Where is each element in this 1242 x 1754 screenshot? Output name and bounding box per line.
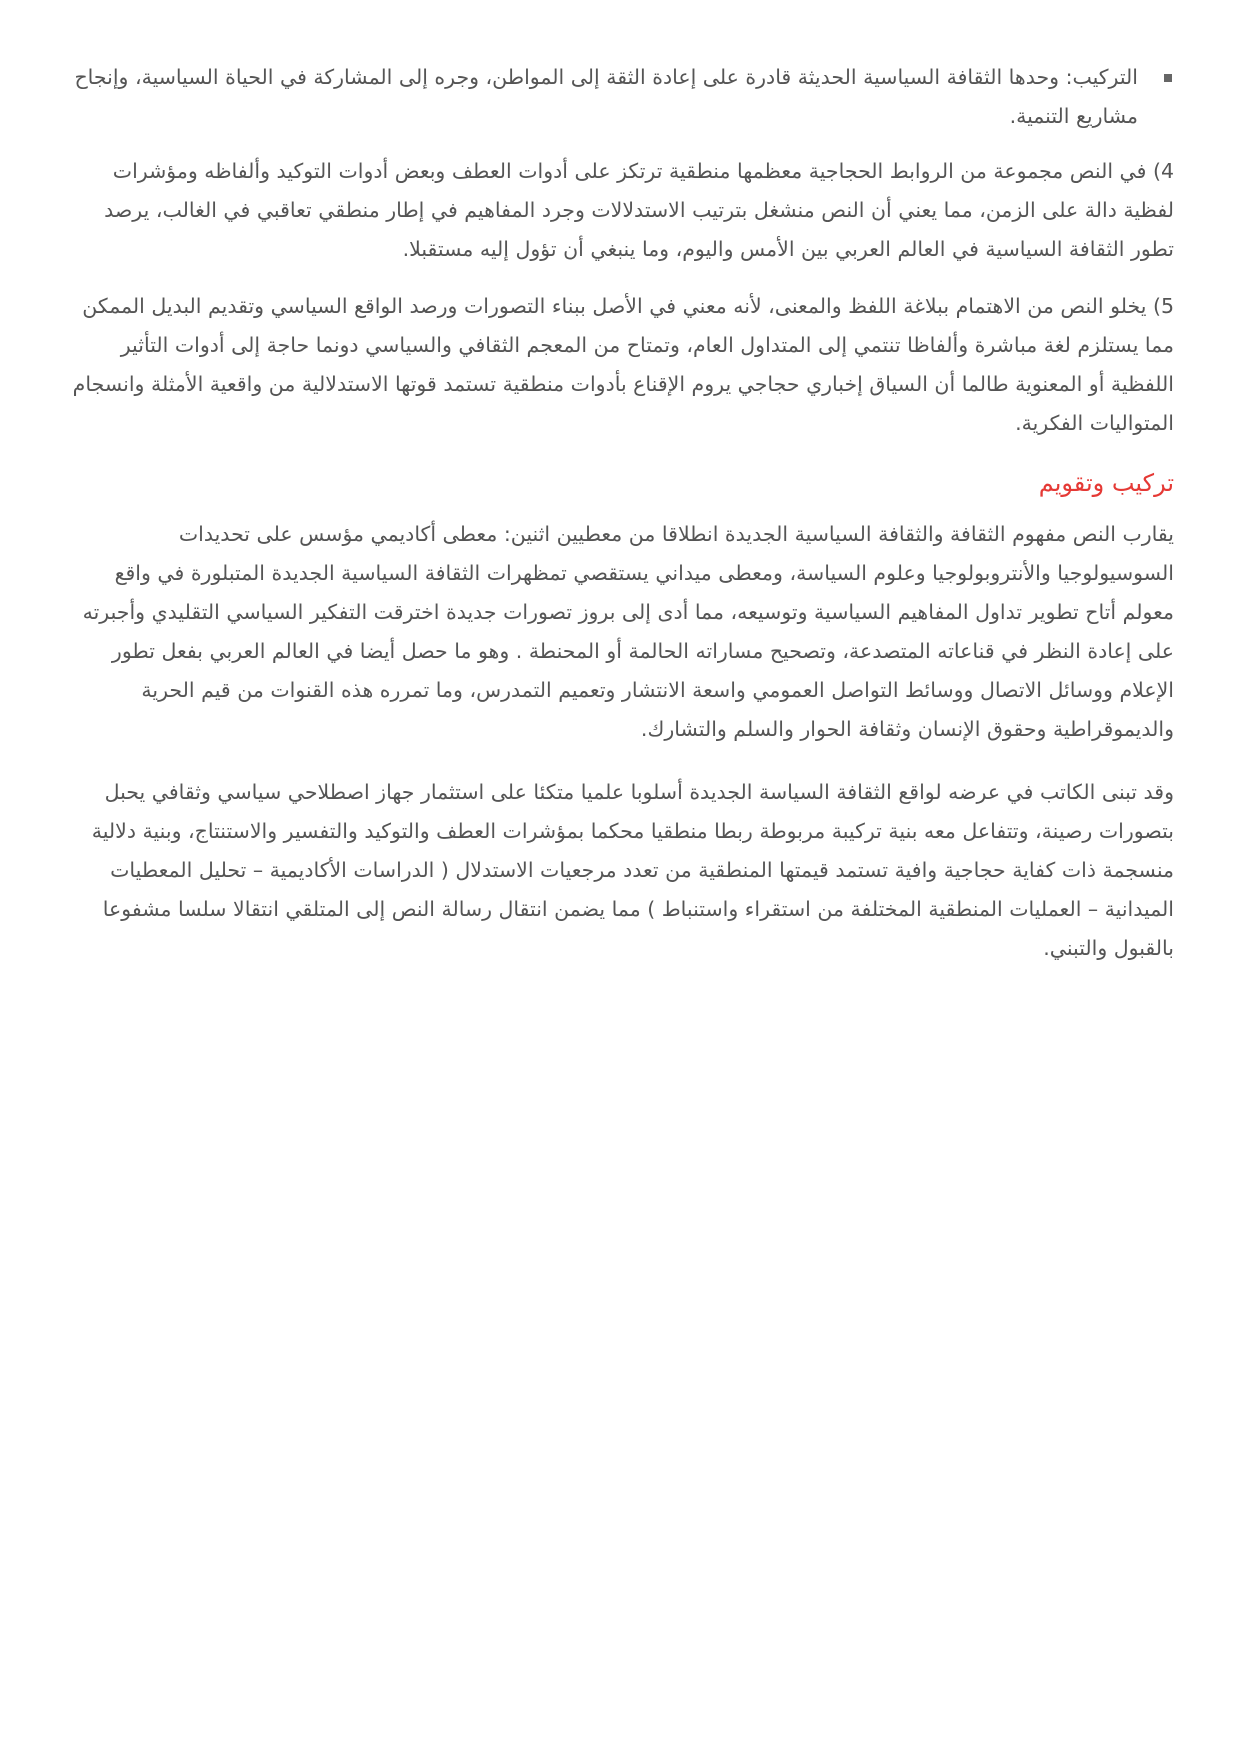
square-bullet-icon xyxy=(1164,74,1172,82)
paragraph-point-4: 4) في النص مجموعة من الروابط الحجاجية معظمها منطقية ترتكز على أدوات العطف وبعض أدوات التوكيد وألفاظه ومؤشرات لفظية دالة على الزمن، مما يعني أن النص منشغل بترتيب الاستدلالات وجرد المفاهيم في إطار منطقي تعاقبي في الغالب، يرصد تطور الثقافة السياسية في العالم العربي بين الأمس واليوم، وما ينبغي أن تؤول إليه مستقبلا. xyxy=(104,159,1174,261)
synthesis-paragraph-2: وقد تبنى الكاتب في عرضه لواقع الثقافة السياسة الجديدة أسلوبا علميا متكئا على استثمار جهاز اصطلاحي سياسي وثقافي يحبل بتصورات رصينة، وتتفاعل معه بنية تركيبة مربوطة ربطا منطقيا محكما بمؤشرات العطف والتوكيد والتفسير والاستنتاج، وبنية دلالية منسجمة ذات كفاية حجاجية وافية تستمد قيمتها المنطقية من تعدد مرجعيات الاستدلال ( الدراسات الأكاديمية – تحليل المعطيات الميدانية – العمليات المنطقية المختلفة من استقراء واستنباط ) مما يضمن انتقال رسالة النص إلى المتلقي انتقالا سلسا مشفوعا بالقبول والتبني. xyxy=(91,780,1174,960)
list-item xyxy=(69,58,1174,136)
section-heading: تركيب وتقويم xyxy=(1038,469,1174,497)
article-content xyxy=(69,58,1174,986)
paragraph-point-5: 5) يخلو النص من الاهتمام ببلاغة اللفظ والمعنى، لأنه معني في الأصل ببناء التصورات ورصد الواقع السياسي وتقديم البديل الممكن مما يستلزم لغة مباشرة وألفاظا تنتمي إلى المتداول العام، وتمتاح من المعجم الثقافي والسياسي دونما حاجة إلى أدوات التأثير اللفظية أو المعنوية طالما أن السياق إخباري حجاجي يروم الإقناع بأدوات منطقية تستمد قوتها الاستدلالية من واقعية الأمثلة وانسجام المتواليات الفكرية. xyxy=(72,294,1174,435)
synthesis-paragraph-1: يقارب النص مفهوم الثقافة والثقافة السياسية الجديدة انطلاقا من معطيين اثنين: معطى أكاديمي مؤسس على تحديدات السوسيولوجيا والأنتروبولوجيا وعلوم السياسة، ومعطى ميداني يستقصي تمظهرات الثقافة السياسية الجديدة المتبلورة في واقع معولم أتاح تطوير تداول المفاهيم السياسية وتوسيعه، مما أدى إلى بروز تصورات جديدة اخترقت التفكير السياسي التقليدي وأجبرته على إعادة النظر في قناعاته المتصدعة، وتصحيح مساراته الحالمة أو المحنطة . وهو ما حصل أيضا في العالم العربي بفعل تطور الإعلام ووسائل الاتصال ووسائط التواصل العمومي واسعة الانتشار وتعميم التمدرس، وما تمرره هذه القنوات من قيم الحرية والديموقراطية وحقوق الإنسان وثقافة الحوار والسلم والتشارك. xyxy=(82,522,1174,741)
bullet-text: التركيب: وحدها الثقافة السياسية الحديثة قادرة على إعادة الثقة إلى المواطن، وجره إلى المشاركة في الحياة السياسية، وإنجاح مشاريع التنمية. xyxy=(74,65,1138,128)
